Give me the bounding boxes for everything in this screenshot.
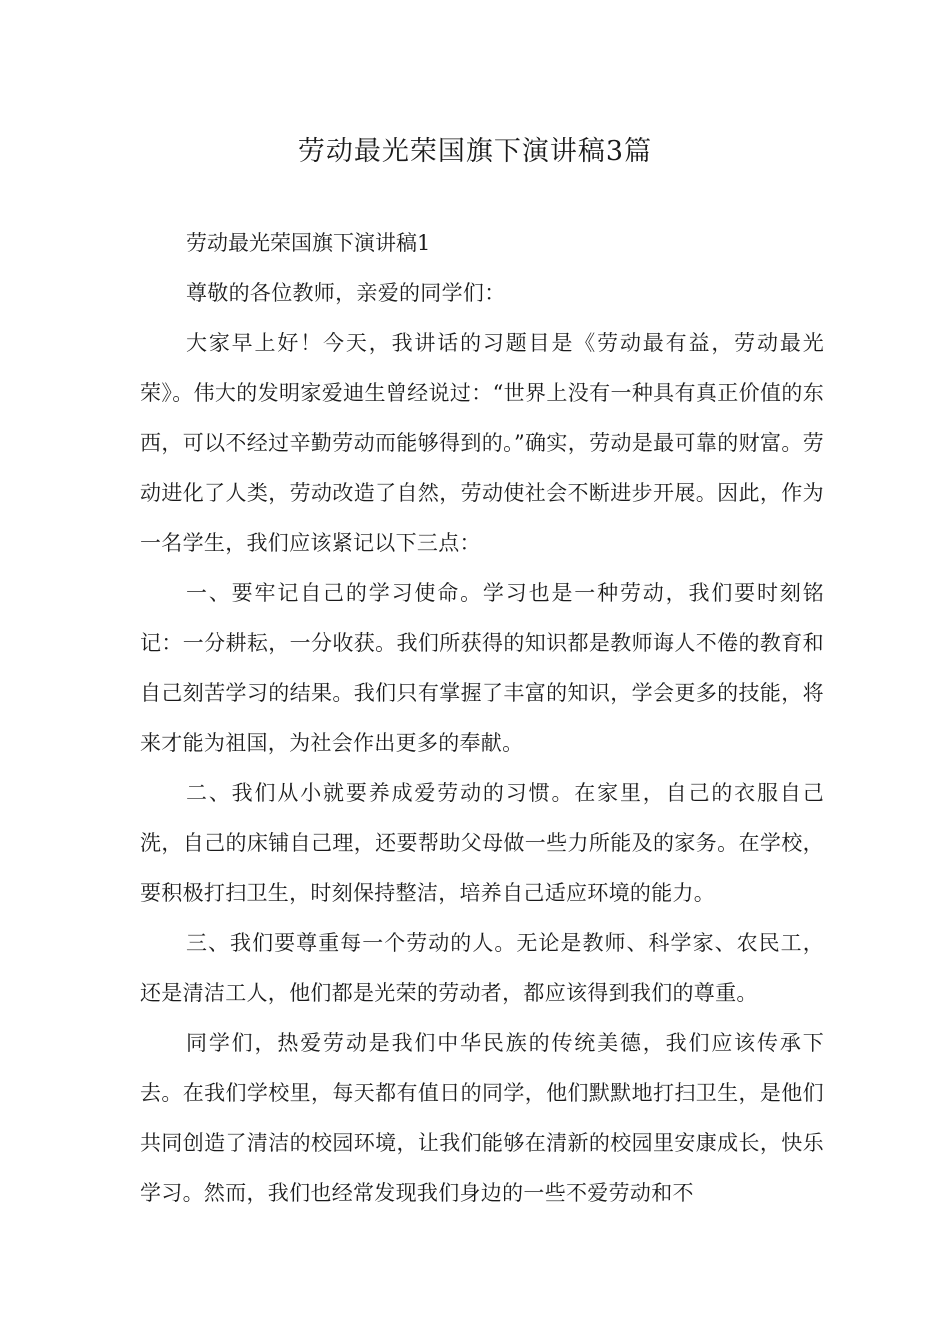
paragraph-point-one: 一、要牢记自己的学习使命。学习也是一种劳动，我们要时刻铭记：一分耕耘，一分收获。我们所获得的知识都是教师诲人不倦的教育和自己刻苦学习的结果。我们只有掌握了丰富的知识，学会更多的技能，将来才能为祖国，为社会作出更多的奉献。: [140, 581, 824, 755]
paragraph-point-two: 二、我们从小就要养成爱劳动的习惯。在家里，自己的衣服自己洗，自己的床铺自己理，还要帮助父母做一些力所能及的家务。在学校，要积极打扫卫生，时刻保持整洁，培养自己适应环境的能力。: [140, 781, 824, 905]
paragraph-intro: 大家早上好！今天，我讲话的习题目是《劳动最有益，劳动最光荣》。伟大的发明家爱迪生曾经说过：“世界上没有一种具有真正价值的东西，可以不经过辛勤劳动而能够得到的。”确实，劳动是最可靠的财富。劳动进化了人类，劳动改造了自然，劳动使社会不断进步开展。因此，作为一名学生，我们应该紧记以下三点：: [140, 331, 824, 555]
paragraph-point-three: 三、我们要尊重每一个劳动的人。无论是教师、科学家、农民工，还是清洁工人，他们都是光荣的劳动者，都应该得到我们的尊重。: [140, 931, 824, 1005]
document-body: [140, 218, 824, 1218]
section-title: 劳动最光荣国旗下演讲稿1: [186, 231, 431, 255]
paragraph-closing: 同学们，热爱劳动是我们中华民族的传统美德，我们应该传承下去。在我们学校里，每天都有值日的同学，他们默默地打扫卫生，是他们共同创造了清洁的校园环境，让我们能够在清新的校园里安康成长，快乐学习。然而，我们也经常发现我们身边的一些不爱劳动和不: [140, 1031, 824, 1205]
paragraph-greeting: 尊敬的各位教师，亲爱的同学们：: [186, 281, 506, 305]
document-title: 劳动最光荣国旗下演讲稿3篇: [297, 136, 653, 167]
